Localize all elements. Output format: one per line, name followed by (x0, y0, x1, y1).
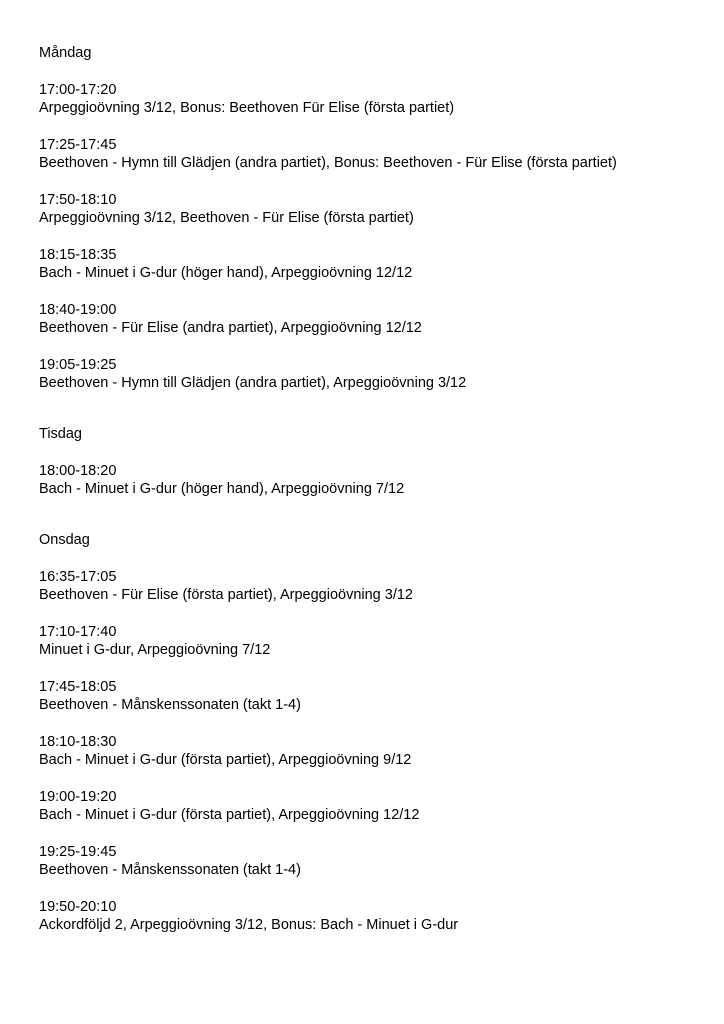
day-section-onsdag (39, 531, 709, 934)
session-entry (39, 733, 709, 769)
session-entry (39, 462, 709, 498)
day-section-tisdag (39, 425, 709, 498)
session-entry (39, 843, 709, 879)
session-entry (39, 81, 709, 117)
session-entry (39, 623, 709, 659)
session-text: Bach - Minuet i G-dur (höger hand), Arpeggioövning 7/12 (39, 481, 405, 497)
session-text: Bach - Minuet i G-dur (höger hand), Arpeggioövning 12/12 (39, 265, 413, 281)
day-section-mandag (39, 44, 709, 392)
session-time: 17:00-17:20 (39, 82, 117, 98)
session-text: Bach - Minuet i G-dur (första partiet), Arpeggioövning 12/12 (39, 807, 420, 823)
session-text: Minuet i G-dur, Arpeggioövning 7/12 (39, 642, 271, 658)
session-entry (39, 191, 709, 227)
day-title: Tisdag (39, 426, 82, 442)
session-text: Beethoven - Hymn till Glädjen (andra partiet), Arpeggioövning 3/12 (39, 375, 467, 391)
session-entry (39, 788, 709, 824)
session-time: 17:10-17:40 (39, 624, 117, 640)
session-text: Beethoven - Månskenssonaten (takt 1-4) (39, 697, 301, 713)
session-entry (39, 136, 709, 172)
session-text: Beethoven - Für Elise (första partiet), Arpeggioövning 3/12 (39, 587, 413, 603)
session-time: 19:25-19:45 (39, 844, 117, 860)
session-time: 17:45-18:05 (39, 679, 117, 695)
day-title: Onsdag (39, 532, 90, 548)
session-text: Arpeggioövning 3/12, Beethoven - Für Elise (första partiet) (39, 210, 414, 226)
day-title: Måndag (39, 45, 92, 61)
session-entry (39, 356, 709, 392)
session-text: Arpeggioövning 3/12, Bonus: Beethoven Für Elise (första partiet) (39, 100, 455, 116)
session-text: Beethoven - Månskenssonaten (takt 1-4) (39, 862, 301, 878)
session-time: 19:00-19:20 (39, 789, 117, 805)
session-time: 18:00-18:20 (39, 463, 117, 479)
session-time: 18:10-18:30 (39, 734, 117, 750)
session-time: 18:15-18:35 (39, 247, 117, 263)
session-time: 18:40-19:00 (39, 302, 117, 318)
session-time: 19:05-19:25 (39, 357, 117, 373)
session-entry (39, 678, 709, 714)
session-text: Ackordföljd 2, Arpeggioövning 3/12, Bonus: Bach - Minuet i G-dur (39, 917, 459, 933)
session-text: Beethoven - Für Elise (andra partiet), Arpeggioövning 12/12 (39, 320, 422, 336)
practice-schedule-document (39, 44, 709, 934)
session-entry (39, 568, 709, 604)
session-entry (39, 301, 709, 337)
session-entry (39, 246, 709, 282)
session-time: 19:50-20:10 (39, 899, 117, 915)
session-time: 16:35-17:05 (39, 569, 117, 585)
session-text: Bach - Minuet i G-dur (första partiet), Arpeggioövning 9/12 (39, 752, 412, 768)
session-time: 17:50-18:10 (39, 192, 117, 208)
session-entry (39, 898, 709, 934)
session-time: 17:25-17:45 (39, 137, 117, 153)
session-text: Beethoven - Hymn till Glädjen (andra partiet), Bonus: Beethoven - Für Elise (första partiet) (39, 155, 617, 171)
